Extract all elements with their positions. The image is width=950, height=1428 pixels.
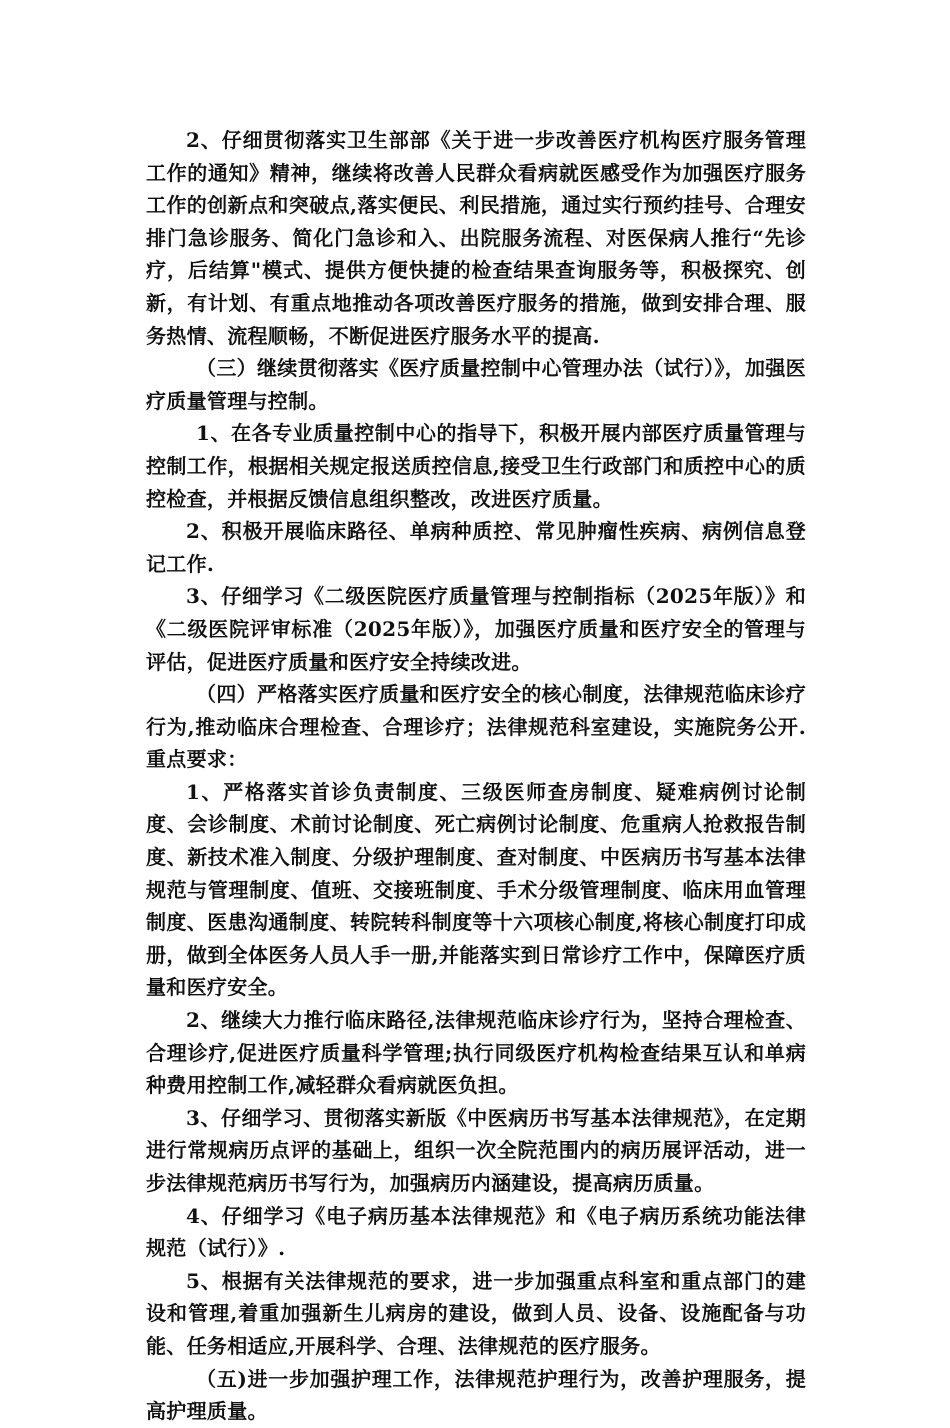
- paragraph-clinical-pathway-promotion: 2、继续大力推行临床路径,法律规范临床诊疗行为，坚持合理检查、合理诊疗,促进医疗质量科学管理;执行同级医疗机构检查结果互认和单病种费用控制工作,减轻群众看病就医负担。: [146, 1008, 806, 1098]
- paragraph-core-systems: [146, 776, 806, 1004]
- core-systems-text-part1: 1、严格落实首诊负责制度、三级医师查房制度、疑难病例讨论制度、会诊制度、术前讨论制度、死亡病例讨论制度、危重病人抢救报告制度、新技术准入制度、分级护理制度、查对制度、中医病历书写基本法律规范与管理制度、值班、交接班制度、手术分级管理制度、临床用血管理制度、医患沟通制度、: [146, 779, 806, 935]
- core-systems-highlight: 转院转科制度等: [349, 910, 493, 935]
- heading-section-five: （五)进一步加强护理工作，法律规范护理行为，改善护理服务，提高护理质量。: [146, 1366, 806, 1424]
- paragraph-level-two-hospital-standards: 3、仔细学习《二级医院医疗质量管理与控制指标（2025年版）》和《二级医院评审标准（2025年版）》，加强医疗质量和医疗安全的管理与评估，促进医疗质量和医疗安全持续改进。: [146, 584, 806, 674]
- paragraph-key-departments: 5、根据有关法律规范的要求，进一步加强重点科室和重点部门的建设和管理,着重加强新生儿病房的建设，做到人员、设备、设施配备与功能、任务相适应,开展科学、合理、法律规范的医疗服务。: [146, 1268, 806, 1358]
- paragraph-quality-control-center: 1、在各专业质量控制中心的指导下，积极开展内部医疗质量管理与控制工作，根据相关规定报送质控信息,接受卫生行政部门和质控中心的质控检查，并根据反馈信息组织整改，改进医疗质量。: [146, 421, 806, 511]
- heading-section-four: （四）严格落实医疗质量和医疗安全的核心制度，法律规范临床诊疗行为,推动临床合理检查、合理诊疗；法律规范科室建设，实施院务公开.重点要求：: [146, 682, 806, 772]
- document-page: [146, 124, 806, 1428]
- paragraph-improve-medical-service: 2、仔细贯彻落实卫生部部《关于进一步改善医疗机构医疗服务管理工作的通知》精神，继续将改善人民群众看病就医感受作为加强医疗服务工作的创新点和突破点,落实便民、利民措施，通过实行预约挂号、合理安排门急诊服务、简化门急诊和入、出院服务流程、对医保病人推行“先诊疗，后结算"模式、提供方便快捷的检查结果查询服务等，积极探究、创新，有计划、有重点地推动各项改善医疗服务的措施，做到安排合理、服务热情、流程顺畅，不断促进医疗服务水平的提高.: [146, 128, 806, 348]
- paragraph-electronic-records: 4、仔细学习《电子病历基本法律规范》和《电子病历系统功能法律规范（试行）》.: [146, 1203, 806, 1261]
- core-systems-text-part2: 十六项核心制度,将核心制度打印成册，做到全体医务人员人手一册,并能落实到日常诊疗工作中，保障医疗质量和医疗安全。: [146, 910, 807, 1000]
- heading-section-three: （三）继续贯彻落实《医疗质量控制中心管理办法（试行）》，加强医疗质量管理与控制。: [146, 356, 806, 413]
- paragraph-medical-record-writing: 3、仔细学习、贯彻落实新版《中医病历书写基本法律规范》，在定期进行常规病历点评的基础上，组织一次全院范围内的病历展评活动，进一步法律规范病历书写行为，加强病历内涵建设，提高病历质量。: [146, 1105, 806, 1195]
- paragraph-clinical-pathway: 2、积极开展临床路径、单病种质控、常见肿瘤性疾病、病例信息登记工作.: [146, 519, 806, 576]
